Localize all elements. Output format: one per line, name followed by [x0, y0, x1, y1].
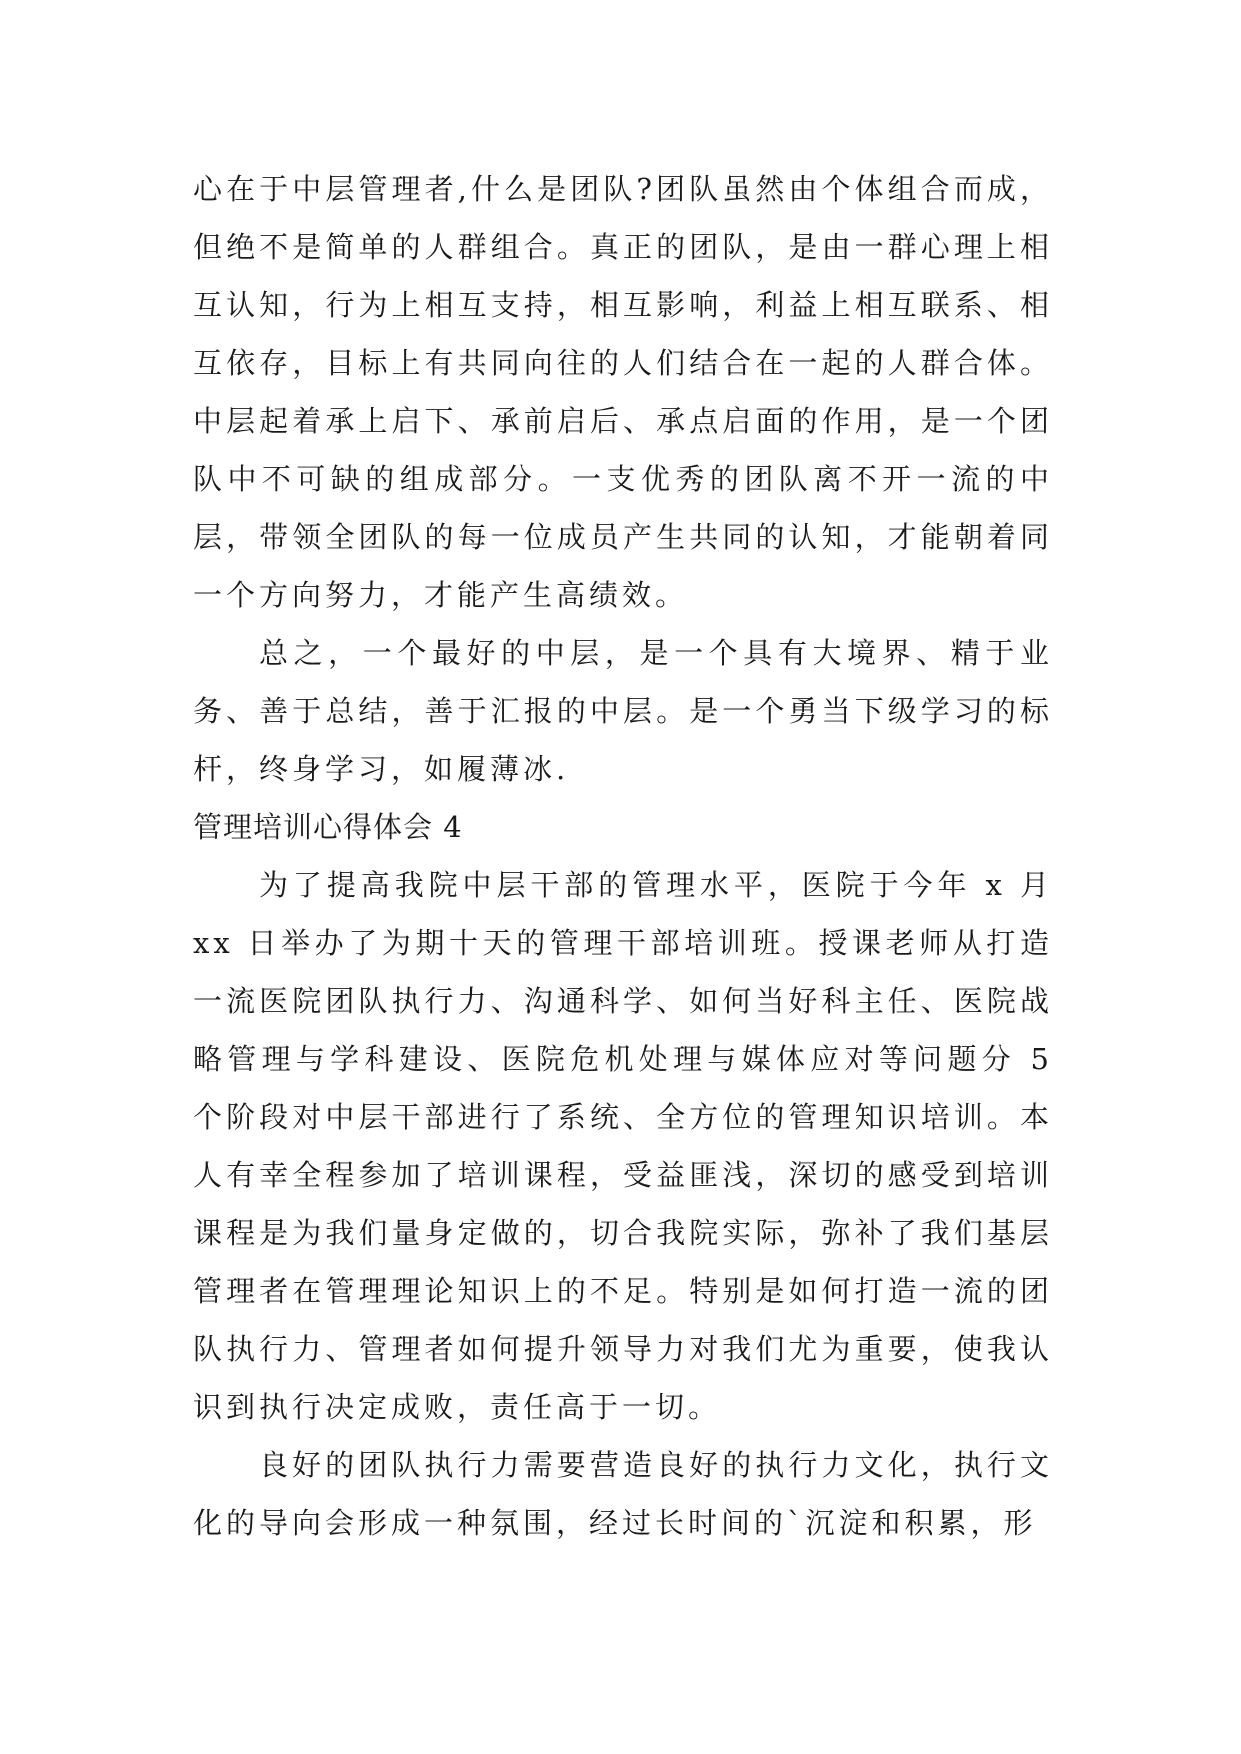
body-paragraph: 心在于中层管理者,什么是团队?团队虽然由个体组合而成，但绝不是简单的人群组合。真正的团队，是由一群心理上相互认知，行为上相互支持，相互影响，利益上相互联系、相互依存，目标上有共同向往的人们结合在一起的人群合体。中层起着承上启下、承前启后、承点启面的作用，是一个团队中不可缺的组成部分。一支优秀的团队离不开一流的中层，带领全团队的每一位成员产生共同的认知，才能朝着同一个方向努力，才能产生高绩效。 — [193, 172, 1053, 612]
body-paragraph: 为了提高我院中层干部的管理水平，医院于今年 x 月 xx 日举办了为期十天的管理干部培训班。授课老师从打造一流医院团队执行力、沟通科学、如何当好科主任、医院战略管理与学科建设、医院危机处理与媒体应对等问题分 5 个阶段对中层干部进行了系统、全方位的管理知识培训。本人有幸全程参加了培训课程，受益匪浅，深切的感受到培训课程是为我们量身定做的，切合我院实际，弥补了我们基层管理者在管理理论知识上的不足。特别是如何打造一流的团队执行力、管理者如何提升领导力对我们尤为重要，使我认识到执行决定成败，责任高于一切。 — [193, 868, 1053, 1424]
section-heading: 管理培训心得体会 4 — [193, 810, 463, 844]
document-body — [193, 160, 1053, 1552]
body-paragraph: 总之，一个最好的中层，是一个具有大境界、精于业务、善于总结，善于汇报的中层。是一个勇当下级学习的标杆，终身学习，如履薄冰. — [193, 636, 1053, 786]
body-paragraph: 良好的团队执行力需要营造良好的执行力文化，执行文化的导向会形成一种氛围，经过长时间的`沉淀和积累，形 — [193, 1448, 1053, 1540]
